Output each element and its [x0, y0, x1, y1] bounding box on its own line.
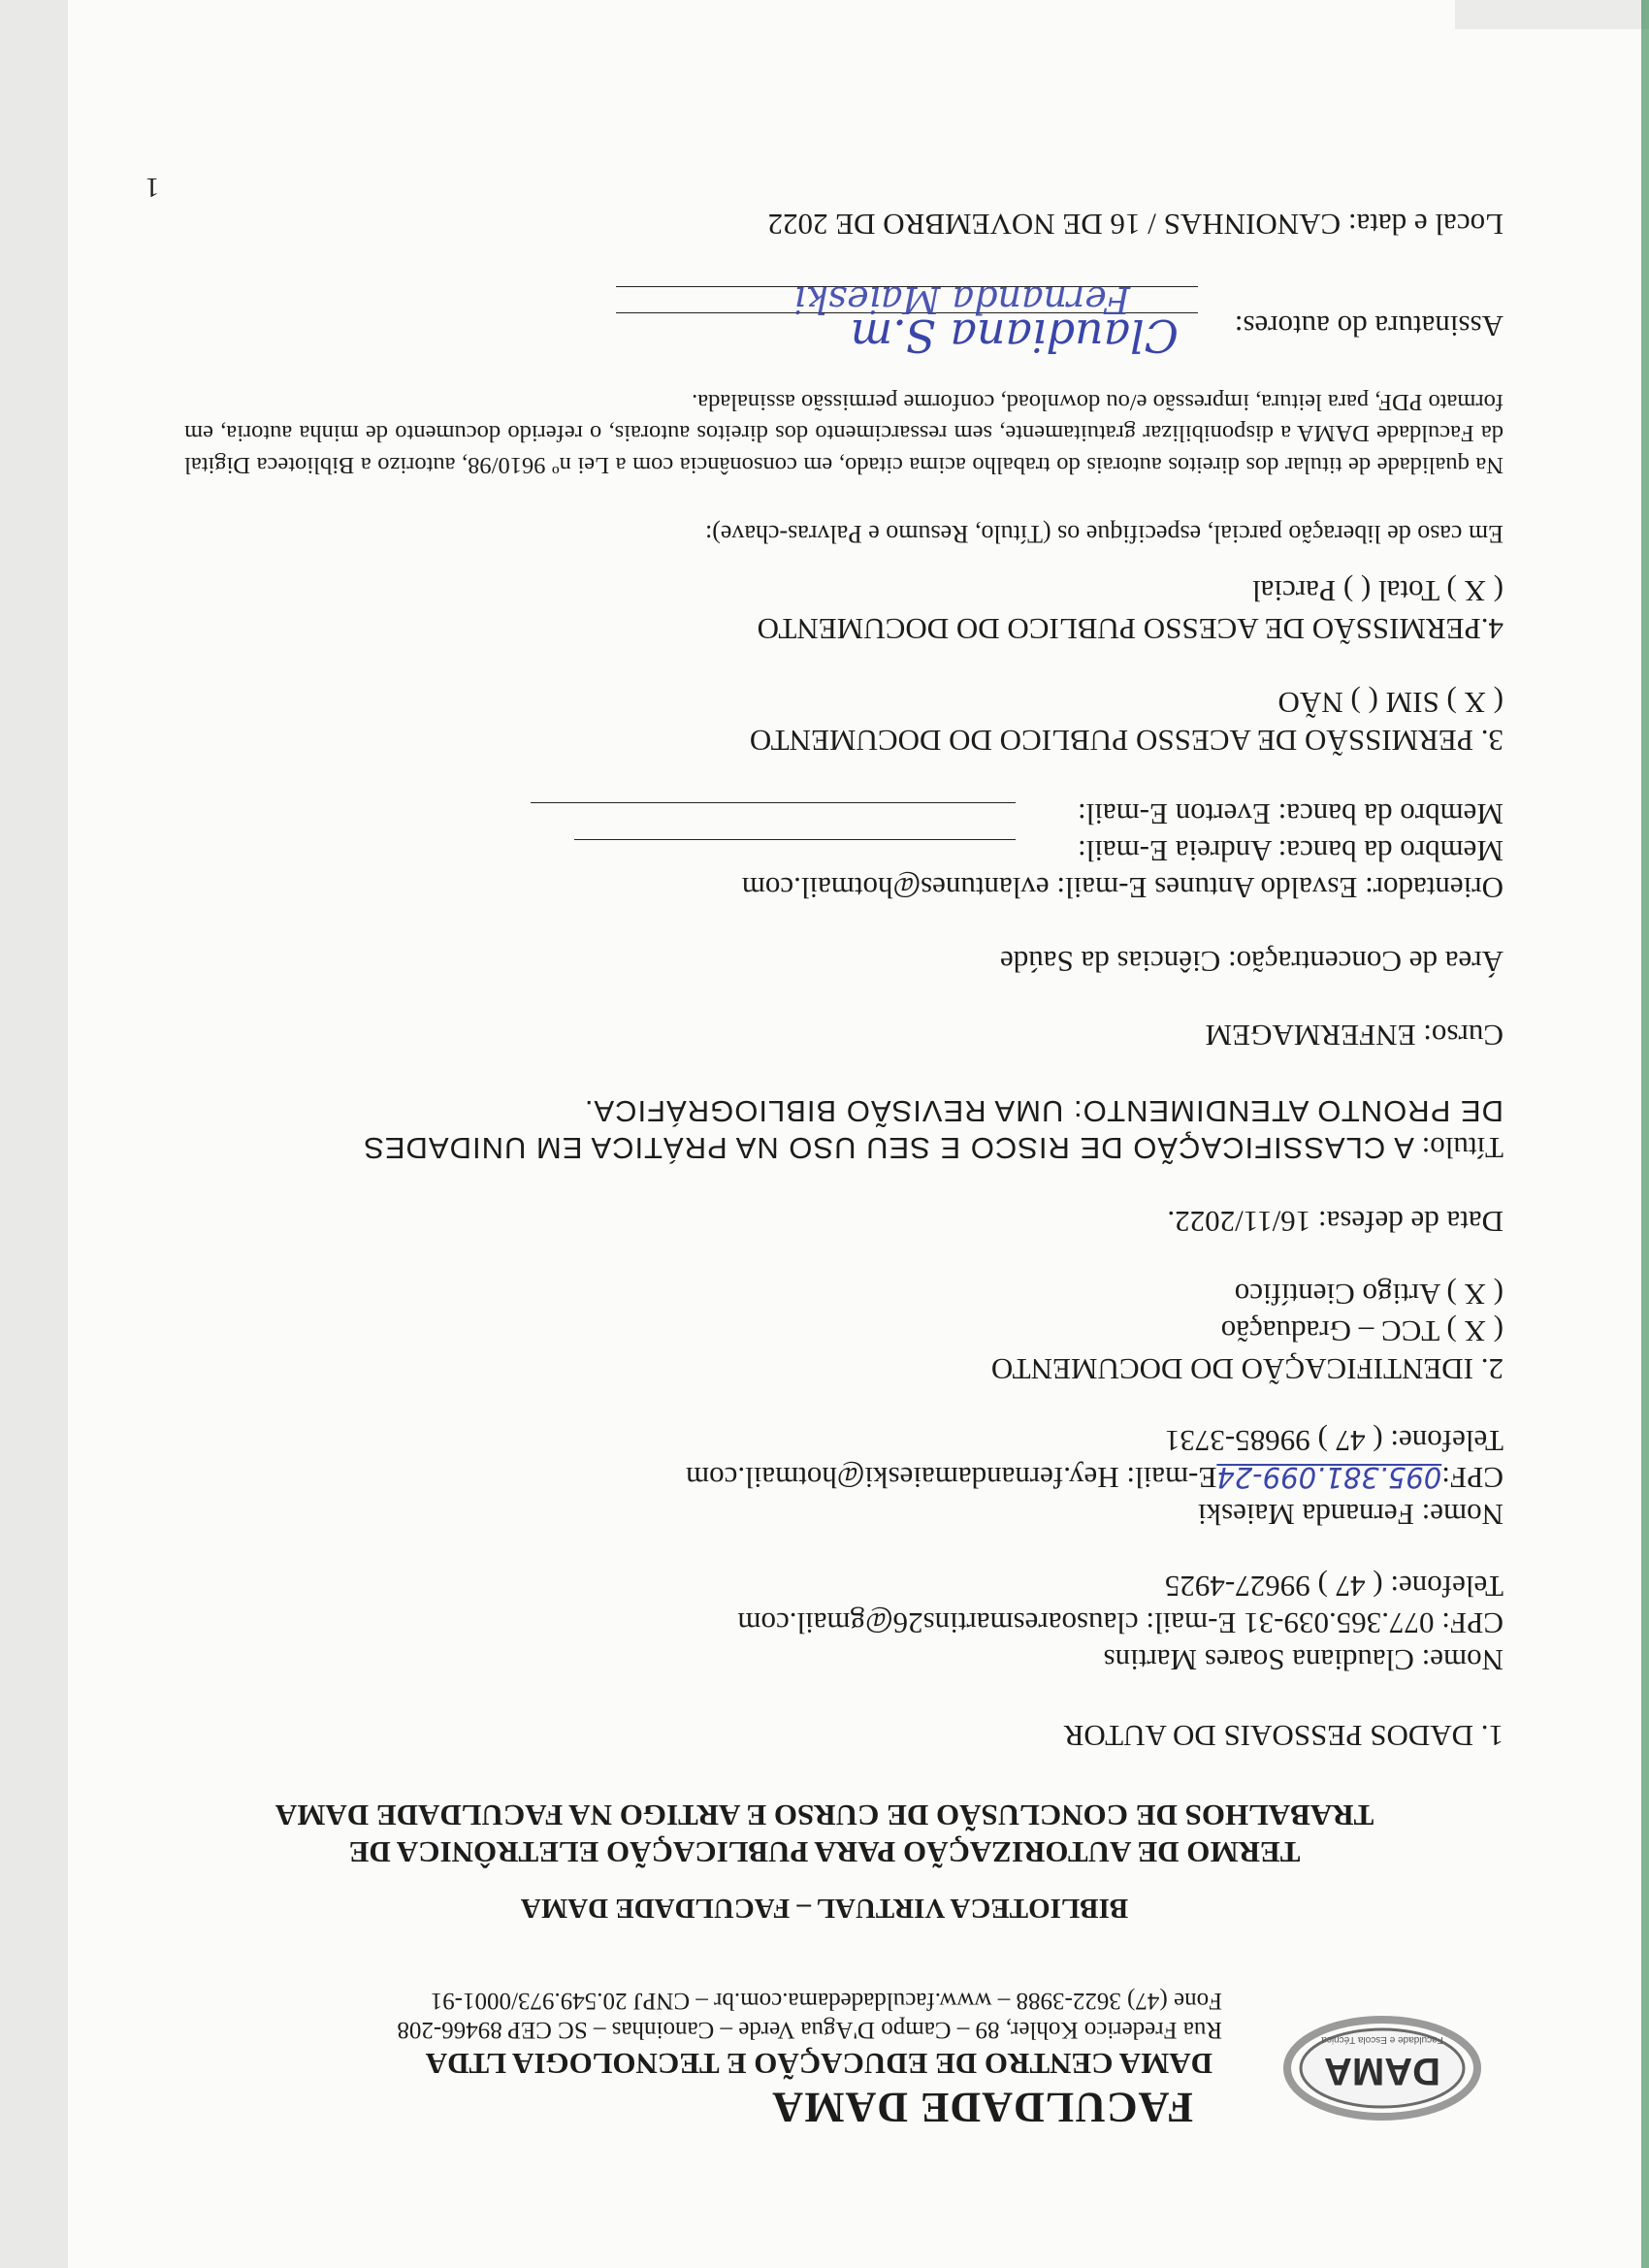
work-title-line2: DE PRONTO ATENDIMENTO: UMA REVISÃO BIBLIOGRÁFICA.	[583, 1094, 1504, 1128]
committee-member-2: Membro da banca: Everton E-mail:	[1077, 797, 1504, 831]
work-title-line1	[363, 1128, 1504, 1166]
work-title-text1: A CLASSIFICAÇÃO DE RISCO E SEU USO NA PRÁTICA EM UNIDADES	[363, 1131, 1414, 1165]
partial-release-note: Em caso de liberação parcial, especifique os (Título, Resumo e Palvras-chave):	[704, 520, 1504, 548]
committee-member-1-email-line	[574, 839, 1016, 840]
signature-claudiana: Claudiana S.m	[850, 309, 1179, 362]
header-phone: Fone (47) 3622-3988 – www.faculdadedama.com.br – CNPJ 20.549.973/0001-91	[430, 1988, 1222, 2014]
section2-heading: 2. IDENTIFICAÇÃO DO DOCUMENTO	[990, 1352, 1504, 1386]
author2-email: E-mail: Hey.fernandamaieski@hotmail.com	[686, 1461, 1217, 1495]
author2-cpf-label: CPF:	[1441, 1461, 1504, 1495]
header-address: Rua Frederico Kohler, 89 – Campo D'Agua Verde – Canoinhas – SC CEP 89466-208	[397, 2017, 1222, 2043]
scan-edge-stripe	[1641, 0, 1649, 2268]
scan-edge	[1455, 0, 1649, 29]
section4-heading: 4.PERMISSÃO DE ACESSO PUBLICO DO DOCUMENTO	[757, 612, 1504, 646]
place-and-date: Local e data: CANOINHAS / 16 DE NOVEMBRO DE 2022	[767, 208, 1504, 242]
defense-date: Data de defesa: 16/11/2022.	[1167, 1205, 1504, 1239]
document-type-article: ( X ) Artigo Científico	[1234, 1278, 1504, 1312]
header-company: DAMA CENTRO DE EDUCAÇÃO E TECNOLOGIA LTDA	[425, 2047, 1212, 2081]
page-number: 1	[146, 172, 159, 202]
concentration-area: Área de Concentração: Ciências da Saúde	[999, 945, 1504, 979]
document-type-tcc: ( X ) TCC – Graduação	[1220, 1314, 1504, 1348]
document-title-line2: TRABALHOS DE CONCLUSÃO DE CURSO E ARTIGO NA FACULDADE DAMA	[275, 1798, 1374, 1832]
author1-phone: Telefone: ( 47 ) 99627-4925	[1164, 1570, 1504, 1604]
dama-logo	[1280, 2012, 1484, 2128]
author1-cpf-email: CPF: 077.365.039-31 E-mail: clausoaresmartins26@gmail.com	[737, 1606, 1504, 1640]
signature-label: Assinatura do autores:	[1234, 309, 1504, 343]
author2-phone: Telefone: ( 47 ) 99685-3731	[1164, 1424, 1504, 1458]
section4-options: ( X ) Total ( ) Parcial	[1252, 574, 1504, 608]
section3-heading: 3. PERMISSÃO DE ACESSO PUBLICO DO DOCUMENTO	[749, 724, 1504, 758]
section3-options: ( X ) SIM ( ) NÃO	[1277, 686, 1504, 720]
authorization-paragraph: Na qualidade de titular dos direitos autorais do trabalho acima citado, em consonância com a Lei nº 9610/98, autorizo a Biblioteca Digital da Faculdade DAMA a disponibilizar gratuitamente, sem ressarcimento dos direitos autorais, o referido documento de minha autoria, em formato PDF, para leitura, impressão e/ou download, conforme permissão assinalada.	[184, 388, 1504, 478]
section1-heading: 1. DADOS PESSOAIS DO AUTOR	[1063, 1719, 1504, 1753]
author2-cpf-handwritten: 095.381.099-24	[1216, 1461, 1442, 1494]
course: Curso: ENFERMAGEM	[1205, 1019, 1504, 1053]
scan-margin	[0, 0, 68, 2268]
committee-member-1: Membro da banca: Andreia E-mail:	[1077, 834, 1504, 868]
library-heading: BIBLIOTECA VIRTUAL – FACULDADE DAMA	[520, 1893, 1129, 1924]
author1-name: Nome: Claudiana Soares Martins	[1103, 1643, 1504, 1677]
signature-fernanda: Fernanda Maieski	[793, 278, 1130, 321]
work-title-label: Título:	[1421, 1131, 1504, 1165]
committee-member-2-email-line	[531, 802, 1016, 803]
author2-name: Nome: Fernanda Maieski	[1197, 1498, 1504, 1532]
author2-cpf-email	[686, 1458, 1504, 1496]
document-title-line1: TERMO DE AUTORIZAÇÃO PARA PUBLICAÇÃO ELETRÔNICA DE	[348, 1835, 1301, 1869]
logo-subtext: Faculdade e Escola Técnica	[1321, 2034, 1443, 2045]
document-page	[146, 146, 1504, 2134]
advisor: Orientador: Esvaldo Antunes E-mail: evlantunes@hotmail.com	[741, 871, 1504, 905]
header-title: FACULDADE DAMA	[771, 2084, 1193, 2131]
logo-text: DAMA	[1324, 2050, 1440, 2092]
